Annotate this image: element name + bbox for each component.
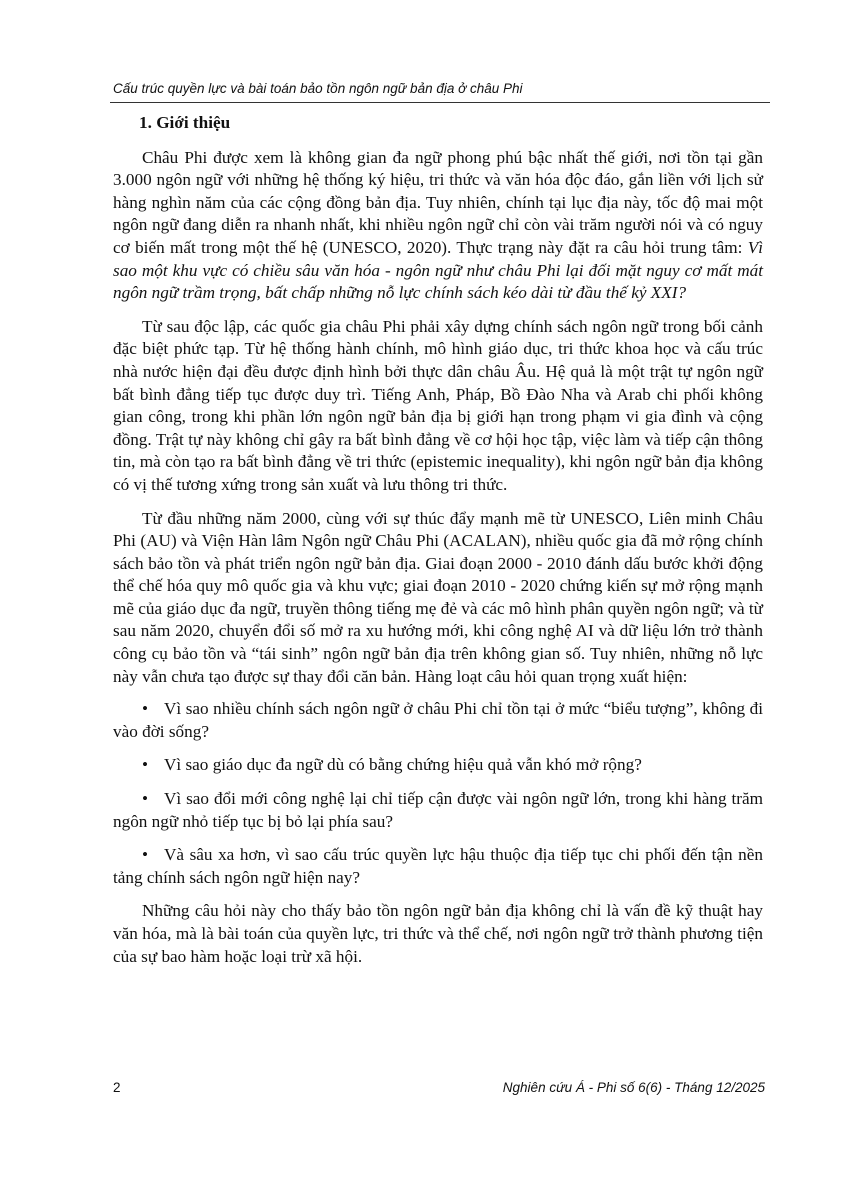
paragraph-4: Những câu hỏi này cho thấy bảo tồn ngôn ngữ bản địa không chỉ là vấn đề kỹ thuật hay văn hóa, mà là bài toán của quyền lực, tri thức và thể chế, nơi ngôn ngữ trở thành phương tiện của sự bao hàm hoặc loại trừ xã hội. <box>113 901 763 966</box>
list-item-text: Vì sao giáo dục đa ngữ dù có bằng chứng hiệu quả vẫn khó mở rộng? <box>164 755 642 775</box>
paragraph-1 <box>113 147 763 305</box>
bullet-icon: • <box>142 845 149 865</box>
question-list <box>113 698 763 889</box>
bullet-icon: • <box>142 699 149 719</box>
paragraph-1-text: Châu Phi được xem là không gian đa ngữ phong phú bậc nhất thế giới, nơi tồn tại gần 3.000 ngôn ngữ với những hệ thống ký hiệu, tri thức và văn hóa độc đáo, gắn liền với lịch sử hàng nghìn năm của các cộng đồng bản địa. Tuy nhiên, chính tại lục địa này, tốc độ mai một ngôn ngữ đang diễn ra nhanh nhất, khi nhiều ngôn ngữ chỉ còn vài trăm người nói và có nguy cơ biến mất trong một thế hệ (UNESCO, 2020). Thực trạng này đặt ra câu hỏi trung tâm: <box>113 147 763 257</box>
list-item <box>113 698 763 743</box>
research-question: Vì sao một khu vực có chiều sâu văn hóa - ngôn ngữ như châu Phi lại đối mặt nguy cơ mất mát ngôn ngữ trầm trọng, bất chấp những nỗ lực chính sách kéo dài từ đầu thế kỷ XXI? <box>113 237 763 303</box>
bullet-icon: • <box>142 755 149 775</box>
header-rule <box>110 102 770 103</box>
journal-citation: Nghiên cứu Á - Phi số 6(6) - Tháng 12/2025 <box>502 1080 765 1095</box>
list-item <box>113 754 763 777</box>
list-item-text: Vì sao nhiều chính sách ngôn ngữ ở châu Phi chỉ tồn tại ở mức “biểu tượng”, không đi vào đời sống? <box>113 699 763 741</box>
list-item-text: Và sâu xa hơn, vì sao cấu trúc quyền lực hậu thuộc địa tiếp tục chi phối đến tận nền tảng chính sách ngôn ngữ hiện nay? <box>113 845 763 887</box>
paragraph-3: Từ đầu những năm 2000, cùng với sự thúc đẩy mạnh mẽ từ UNESCO, Liên minh Châu Phi (AU) và Viện Hàn lâm Ngôn ngữ Châu Phi (ACALAN), nhiều quốc gia đã mở rộng chính sách bảo tồn và phát triển ngôn ngữ bản địa. Giai đoạn 2000 - 2010 đánh dấu bước khởi động thể chế hóa quy mô quốc gia và khu vực; giai đoạn 2010 - 2020 chứng kiến sự mở rộng mạnh mẽ của giáo dục đa ngữ, truyền thông tiếng mẹ đẻ và các mô hình phân quyền ngôn ngữ; và từ sau năm 2020, chuyển đổi số mở ra xu hướng mới, khi công nghệ AI và dữ liệu lớn trở thành công cụ bảo tồn và “tái sinh” ngôn ngữ bản địa trên không gian số. Tuy nhiên, những nỗ lực này vẫn chưa tạo được sự thay đổi căn bản. Hàng loạt câu hỏi quan trọng xuất hiện: <box>113 508 763 686</box>
list-item <box>113 788 763 833</box>
list-item <box>113 844 763 889</box>
page-number: 2 <box>113 1080 121 1095</box>
bullet-icon: • <box>142 789 149 809</box>
article-body <box>113 112 763 979</box>
list-item-text: Vì sao đổi mới công nghệ lại chỉ tiếp cận được vài ngôn ngữ lớn, trong khi hàng trăm ngôn ngữ nhỏ tiếp tục bị bỏ lại phía sau? <box>113 789 763 831</box>
paragraph-2: Từ sau độc lập, các quốc gia châu Phi phải xây dựng chính sách ngôn ngữ trong bối cảnh đặc biệt phức tạp. Từ hệ thống hành chính, mô hình giáo dục, tri thức khoa học và cấu trúc nhà nước hiện đại đều được định hình bởi thực dân châu Âu. Hệ quả là một trật tự ngôn ngữ bất bình đẳng tiếp tục được duy trì. Tiếng Anh, Pháp, Bồ Đào Nha và Arab chi phối không gian công, trong khi phần lớn ngôn ngữ bản địa bị giới hạn trong phạm vi gia đình và cộng đồng. Trật tự này không chỉ gây ra bất bình đẳng về cơ hội học tập, việc làm và tiếp cận thông tin, mà còn tạo ra bất bình đẳng về tri thức (epistemic inequality), khi ngôn ngữ bản địa không có vị thế tương xứng trong sản xuất và lưu thông tri thức. <box>113 316 763 494</box>
running-head: Cấu trúc quyền lực và bài toán bảo tồn ngôn ngữ bản địa ở châu Phi <box>113 81 523 96</box>
section-heading: 1. Giới thiệu <box>139 113 231 132</box>
